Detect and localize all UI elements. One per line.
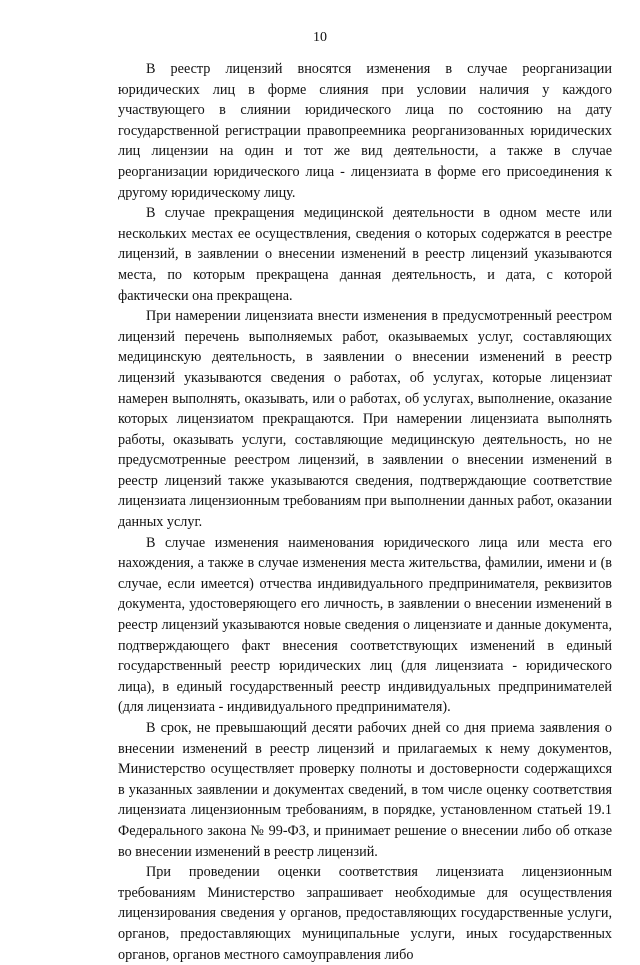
- document-body: [118, 59, 612, 965]
- paragraph-review-deadline: В срок, не превышающий десяти рабочих дней со дня приема заявления о внесении изменений в реестр лицензий и прилагаемых к нему документов, Министерство осуществляет проверку полноты и достоверности содержащихся в указанных заявлении и документах сведений, в том числе оценку соответствия лицензиата лицензионным требованиям, в порядке, установленном статьей 19.1 Федерального закона № 99-ФЗ, и принимает решение о внесении либо об отказе во внесении изменений в реестр лицензий.: [118, 720, 612, 860]
- paragraph-works-services-changes: При намерении лицензиата внести изменения в предусмотренный реестром лицензий перечень выполняемых работ, оказываемых услуг, составляющих медицинскую деятельность, в заявлении о внесении изменений в реестр лицензий указываются сведения о работах, об услугах, которые лицензиат намерен выполнять, оказывать, или о работах, об услугах, выполнение, оказание которых лицензиатом прекращаются. При намерении лицензиата выполнять работы, оказывать услуги, составляющие медицинскую деятельность, но не предусмотренные реестром лицензий, в заявлении о внесении изменений в реестр лицензий также указываются сведения, подтверждающие соответствие лицензиата лицензионным требованиям при выполнении данных работ, оказании данных услуг.: [118, 308, 612, 531]
- paragraph-name-address-changes: В случае изменения наименования юридического лица или места его нахождения, а также в случае изменения места жительства, фамилии, имени и (в случае, если имеется) отчества индивидуального предпринимателя, реквизитов документа, удостоверяющего его личность, в заявлении о внесении изменений в реестр лицензий указываются новые сведения о лицензиате и данные документа, подтверждающего факт внесения соответствующих изменений в единый государственный реестр юридических лиц (для лицензиата - юридического лица), в единый государственный реестр индивидуальных предпринимателей (для лицензиата - индивидуального предпринимателя).: [118, 534, 612, 716]
- paragraph-compliance-assessment: При проведении оценки соответствия лицензиата лицензионным требованиям Министерство запрашивает необходимые для осуществления лицензирования сведения у органов, предоставляющих государственные услуги, органов, предоставляющих муниципальные услуги, иных государственных органов, органов местного самоуправления либо: [118, 864, 612, 963]
- page-number: 10: [313, 30, 327, 45]
- paragraph-activity-termination: В случае прекращения медицинской деятельности в одном месте или нескольких местах ее осуществления, сведения о которых содержатся в реестре лицензий, в заявлении о внесении изменений в реестр лицензий указываются места, по которым прекращена данная деятельность, и дата, с которой фактически она прекращена.: [118, 205, 612, 304]
- paragraph-register-reorganization: В реестр лицензий вносятся изменения в случае реорганизации юридических лиц в форме слияния при условии наличия у каждого участвующего в слиянии юридического лица по состоянию на дату государственной регистрации правопреемника реорганизованных юридических лиц лицензии на один и тот же вид деятельности, а также в случае реорганизации юридического лица - лицензиата в форме его присоединения к другому юридическому лицу.: [118, 61, 612, 201]
